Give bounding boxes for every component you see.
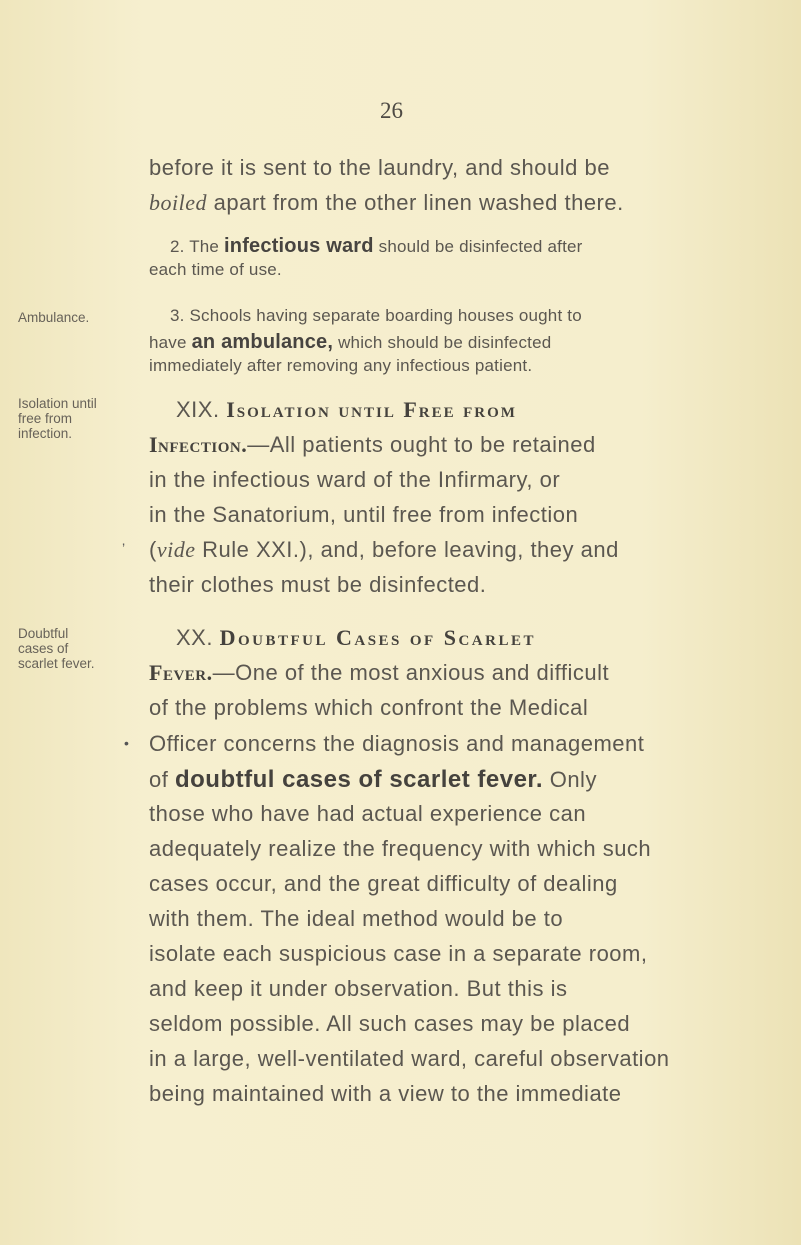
margin-note-line: Isolation until <box>18 396 97 411</box>
text-line: being maintained with a view to the immediate <box>149 1081 622 1106</box>
margin-note-doubtful <box>18 626 130 671</box>
text-line: 3. Schools having separate boarding houses ought to <box>170 306 582 325</box>
rule-number: XX. <box>176 625 220 650</box>
text-span: —One of the most anxious and difficult <box>212 660 610 685</box>
margin-note-line: Doubtful <box>18 626 69 641</box>
text-line <box>149 432 596 458</box>
text-line: those who have had actual experience can <box>149 801 587 826</box>
text-line: of the problems which confront the Medical <box>149 695 589 720</box>
text-line: with them. The ideal method would be to <box>149 906 564 931</box>
text-span: should be disinfected after <box>373 237 583 256</box>
bold-phrase: infectious ward <box>224 235 374 257</box>
text-line: seldom possible. All such cases may be placed <box>149 1011 631 1036</box>
text-line: isolate each suspicious case in a separate room, <box>149 941 648 966</box>
text-span: have <box>149 333 192 352</box>
text-span: Rule XXI.), and, before leaving, they and <box>195 537 619 562</box>
margin-note-line: scarlet fever. <box>18 656 95 671</box>
print-speck: • <box>124 735 129 751</box>
section-heading: Isolation until Free from <box>226 397 517 422</box>
text-span: 2. The <box>170 237 225 256</box>
section-heading-line <box>176 625 536 651</box>
text-line: in the Sanatorium, until free from infection <box>149 502 579 527</box>
bold-phrase: doubtful cases of scarlet fever. <box>174 766 544 793</box>
text-line <box>149 331 551 354</box>
text-line <box>149 660 609 686</box>
margin-note-line: free from <box>18 411 73 426</box>
margin-note-line: cases of <box>18 641 69 656</box>
italic-word: boiled <box>149 190 207 215</box>
text-line: in the infectious ward of the Infirmary, or <box>149 467 561 492</box>
text-line: and keep it under observation. But this is <box>149 976 568 1001</box>
text-line <box>149 537 619 563</box>
text-line: immediately after removing any infectious patient. <box>149 356 533 375</box>
section-heading: Fever. <box>149 660 213 685</box>
text-line: in a large, well-ventilated ward, careful observation <box>149 1046 670 1071</box>
margin-note-ambulance: Ambulance. <box>18 310 90 325</box>
text-line <box>170 235 583 258</box>
text-line: their clothes must be disinfected. <box>149 572 487 597</box>
text-line: cases occur, and the great difficulty of dealing <box>149 871 618 896</box>
bold-phrase: an ambulance, <box>191 331 334 353</box>
page-number: 26 <box>380 98 403 123</box>
section-heading: Infection. <box>149 432 248 457</box>
text-span: apart from the other linen washed there. <box>207 190 624 215</box>
section-heading: Doubtful Cases of Scarlet <box>219 625 536 650</box>
text-line: before it is sent to the laundry, and should be <box>149 155 610 180</box>
section-heading-line <box>176 397 517 423</box>
margin-note-isolation <box>18 396 130 441</box>
text-span: —All patients ought to be retained <box>247 432 596 457</box>
text-line: adequately realize the frequency with which such <box>149 836 652 861</box>
text-span: Only <box>543 767 597 792</box>
text-line: each time of use. <box>149 260 282 279</box>
text-span: which should be disinfected <box>333 333 552 352</box>
rule-number: XIX. <box>176 397 227 422</box>
text-line <box>149 190 624 216</box>
margin-note-line: infection. <box>18 426 73 441</box>
print-speck: ’ <box>122 540 126 556</box>
text-line <box>149 766 597 794</box>
text-span: ( <box>149 537 157 562</box>
text-line: Officer concerns the diagnosis and management <box>149 731 645 756</box>
text-span: of <box>149 767 175 792</box>
italic-word: vide <box>156 537 196 562</box>
